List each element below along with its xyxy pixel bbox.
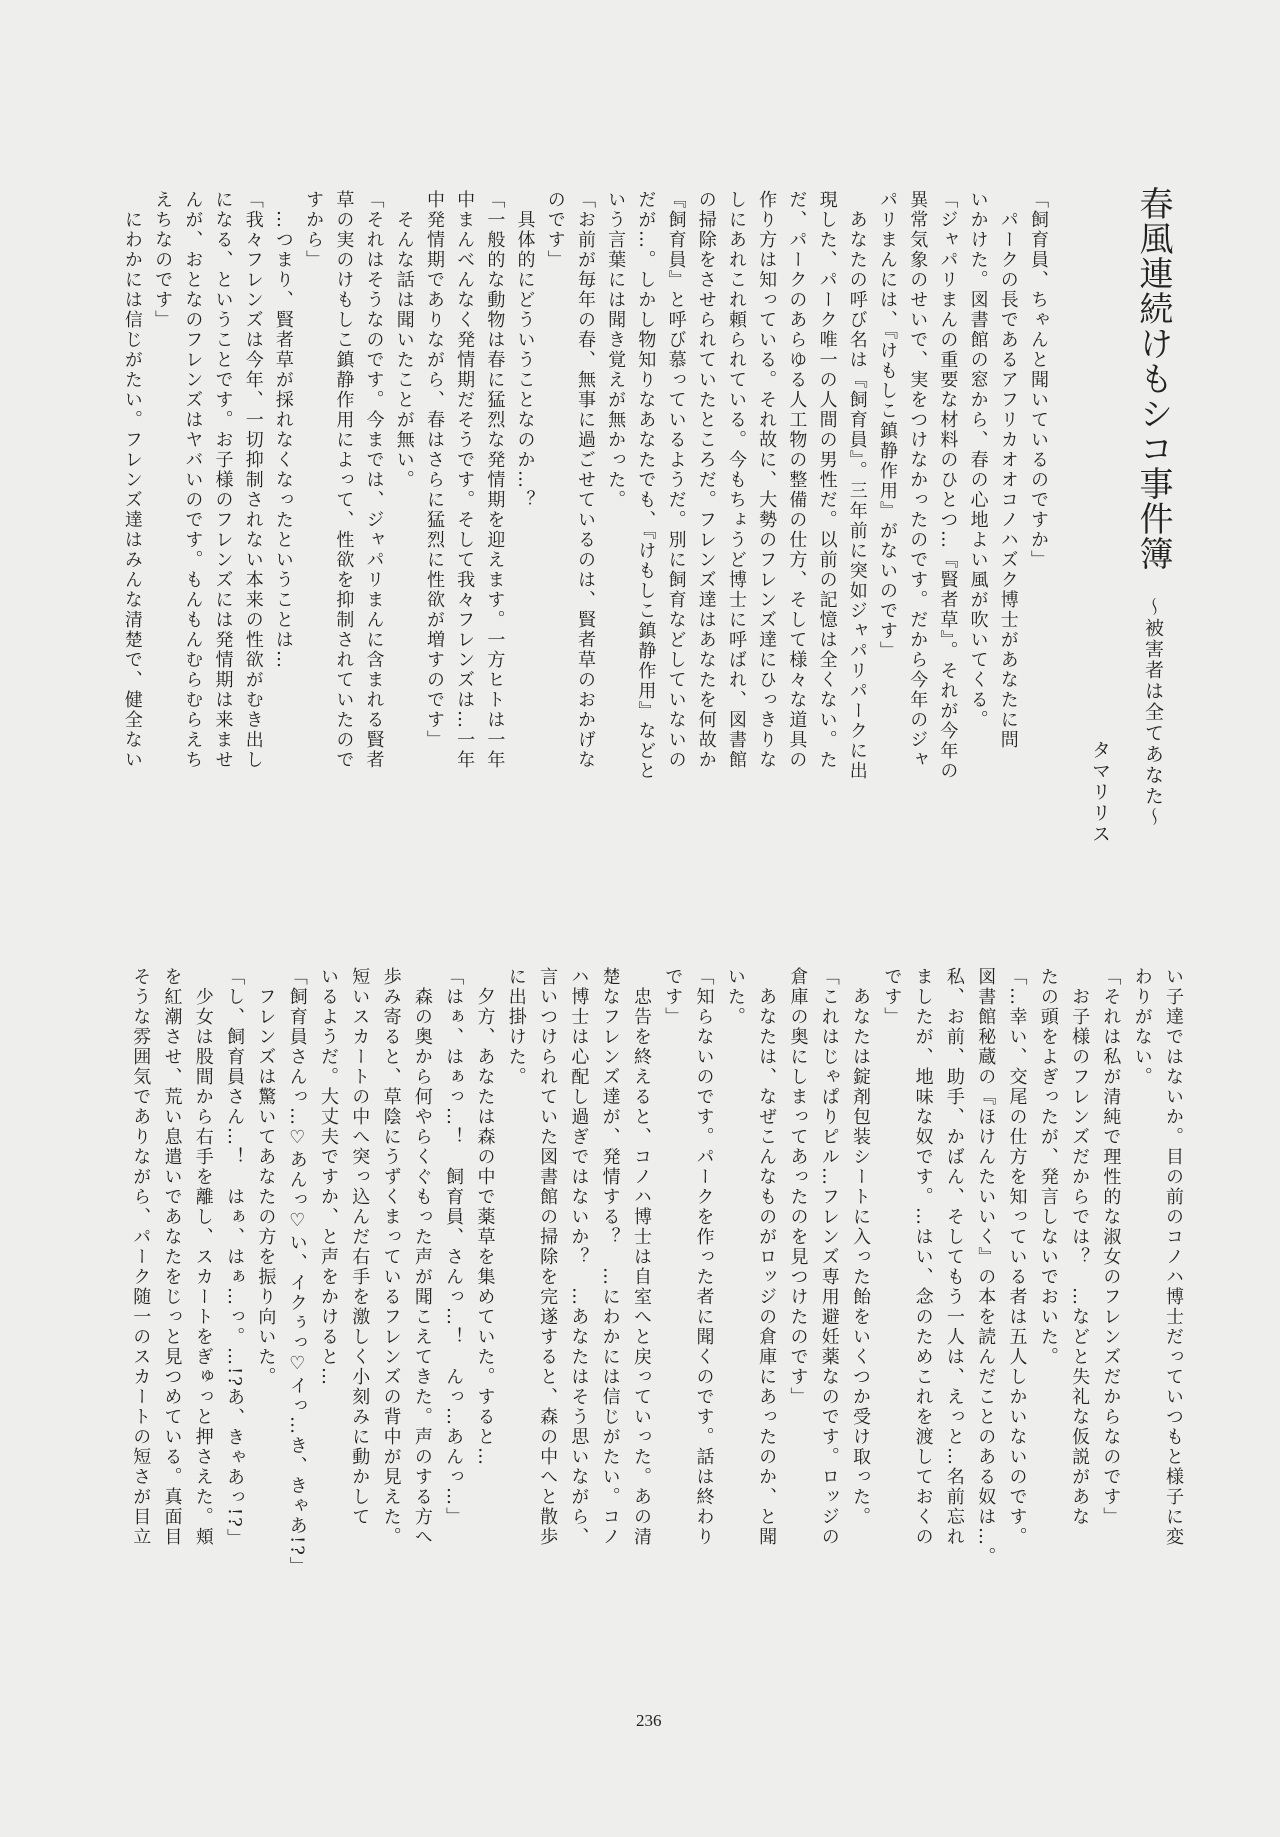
text-line: 「ジャパリまんの重要な材料のひとつ…『賢者草』。それが今年の (937, 190, 959, 781)
text-line: に出掛けた。 (505, 967, 527, 1087)
text-line: だ、パークのあらゆる人工物の整備の仕方、そして様々な道具の (786, 190, 808, 770)
text-line: 夕方、あなたは森の中で薬草を集めていた。すると… (474, 967, 496, 1467)
text-line: です」 (881, 967, 903, 1027)
text-line: お子様のフレンズだからでは？ …などと失礼な仮説があな (1069, 967, 1091, 1527)
text-line: のです」 (544, 190, 566, 270)
text-line: 作り方は知っている。それ故に、大勢のフレンズ達にひっきりな (756, 190, 778, 770)
text-line: 中まんべんなく発情期だそうです。そして我々フレンズは…一年 (454, 190, 476, 770)
text-line: パリまんには、『けもしこ鎮静作用』がないのです」 (876, 190, 898, 661)
text-line: パークの長であるアフリカオオコノハズク博士があなたに問 (997, 190, 1019, 750)
story-subtitle: ～被害者は全てあなた～ (1142, 597, 1164, 828)
text-line: 「…幸い、交尾の仕方を知っている者は五人しかいないのです。 (1006, 967, 1028, 1547)
text-line: 「一般的な動物は春に猛烈な発情期を迎えます。一方ヒトは一年 (484, 190, 506, 770)
text-line: 図書館秘蔵の『ほけんたいいく』の本を読んだことのある奴は…。 (975, 967, 997, 1567)
text-line: 中発情期でありながら、春はさらに猛烈に性欲が増すのです」 (423, 190, 445, 750)
text-line: いた。 (724, 967, 746, 1027)
text-line: 「我々フレンズは今年、一切抑制されない本来の性欲がむき出し (242, 190, 264, 770)
body-text-upper (117, 190, 1053, 920)
story-title: 春風連続けもシコ事件簿 (1133, 186, 1173, 571)
text-line: いるようだ。大丈夫ですか、と声をかけると… (317, 967, 339, 1387)
text-line: ましたが、地味な奴です。…はい、念のためこれを渡しておくの (912, 967, 934, 1547)
text-line: です」 (662, 967, 684, 1027)
text-line: を紅潮させ、荒い息遣いであなたをじっと見つめている。真面目 (161, 967, 183, 1547)
text-line: 少女は股間から右手を離し、スカートをぎゅっと押さえた。頬 (192, 967, 214, 1547)
text-line: い子達ではないか。目の前のコノハ博士だっていつもと様子に変 (1163, 967, 1184, 1547)
text-line: 草の実のけもしこ鎮静作用によって、性欲を抑制されていたので (333, 190, 355, 770)
text-line: 「はぁ、はぁっ…！ 飼育員、さんっ…！ んっ…あんっ…」 (443, 967, 465, 1527)
text-line: ハ博士は心配し過ぎではないか？ …あなたはそう思いながら、 (568, 967, 590, 1547)
text-line: 倉庫の奥にしまってあったのを見つけたのです」 (787, 967, 809, 1407)
text-line: 歩み寄ると、草陰にうずくまっているフレンズの背中が見えた。 (380, 967, 402, 1547)
page-number: 236 (636, 1711, 662, 1730)
text-line: 現した、パーク唯一の人間の男性だ。以前の記憶は全くない。た (816, 190, 838, 770)
text-line: になる、ということです。お子様のフレンズには発情期は来ませ (212, 190, 234, 770)
text-line: あなたは錠剤包装シートに入った飴をいくつか受け取った。 (850, 967, 872, 1527)
text-line: にわかには信じがたい。フレンズ達はみんな清楚で、健全ない (121, 190, 143, 770)
text-line: 楚なフレンズ達が、発情する？ …にわかには信じがたい。コノ (599, 967, 621, 1547)
text-line: 短いスカートの中へ突っ込んだ右手を激しく小刻みに動かして (349, 967, 371, 1527)
text-line: フレンズは驚いてあなたの方を振り向いた。 (255, 967, 277, 1387)
text-line: 『飼育員』と呼び慕っているようだ。別に飼育などしていないの (665, 190, 687, 770)
text-line: 「それはそうなのです。今までは、ジャパリまんに含まれる賢者 (363, 190, 385, 770)
text-line: あなたの呼び名は『飼育員』。三年前に突如ジャパリパークに出 (846, 190, 868, 781)
text-line: いう言葉には聞き覚えが無かった。 (605, 190, 627, 510)
text-line: 「飼育員さんっ…♡あんっ♡い、イクぅっ♡イっ…き、きゃあ!?」 (286, 967, 308, 1577)
text-line: 具体的にどういうことなのか…？ (514, 190, 536, 510)
text-line: しにあれこれ頼られている。今もちょうど博士に呼ばれ、図書館 (725, 190, 747, 770)
text-line: あなたは、なぜこんなものがロッジの倉庫にあったのか、と聞 (756, 967, 778, 1547)
text-line: たの頭をよぎったが、発言しないでおいた。 (1037, 967, 1059, 1367)
text-line: 森の奥から何やらくぐもった声が聞こえてきた。声のする方へ (411, 967, 433, 1547)
text-line: そんな話は聞いたことが無い。 (393, 190, 415, 490)
text-line: 異常気象のせいで、実をつけなかったのです。だから今年のジャ (907, 190, 929, 770)
text-line: すから」 (303, 190, 325, 270)
text-line: 「お前が毎年の春、無事に過ごせているのは、賢者草のおかげな (574, 190, 596, 770)
text-line: 「これはじゃぱりピル…フレンズ専用避妊薬なのです。ロッジの (818, 967, 840, 1547)
text-line: 「飼育員、ちゃんと聞いているのですか」 (1028, 190, 1049, 570)
text-line: 「知らないのです。パークを作った者に聞くのです。話は終わり (693, 967, 715, 1547)
text-line: だが…。しかし物知りなあなたでも、『けもしこ鎮静作用』などと (635, 190, 657, 781)
text-line: わりがない。 (1131, 967, 1153, 1087)
text-line: 言いつけられていた図書館の掃除を完遂すると、森の中へと散歩 (537, 967, 559, 1547)
author-name: タマリリス (1089, 740, 1111, 845)
body-text-lower (125, 967, 1189, 1697)
text-line: の掃除をさせられていたところだ。フレンズ達はあなたを何故か (695, 190, 717, 770)
text-line: 私、お前、助手、かばん、そしてもう一人は、えっと…名前忘れ (943, 967, 965, 1547)
text-line: んが、おとなのフレンズはヤバいのです。もんもんむらむらえち (182, 190, 204, 770)
text-line: いかけた。図書館の窓から、春の心地よい風が吹いてくる。 (967, 190, 989, 730)
text-line: 「それは私が清純で理性的な淑女のフレンズだからなのです」 (1100, 967, 1122, 1527)
text-line: そうな雰囲気でありながら、パーク随一のスカートの短さが目立 (130, 967, 152, 1547)
text-line: えちなのです」 (152, 190, 174, 330)
text-line: 「し、飼育員さん…！ はぁ、はぁ…っ。…!?あ、きゃあっ!?」 (224, 967, 246, 1549)
text-line: 忠告を終えると、コノハ博士は自室へと戻っていった。あの清 (630, 967, 652, 1547)
text-line: …つまり、賢者草が採れなくなったということは… (272, 190, 294, 670)
